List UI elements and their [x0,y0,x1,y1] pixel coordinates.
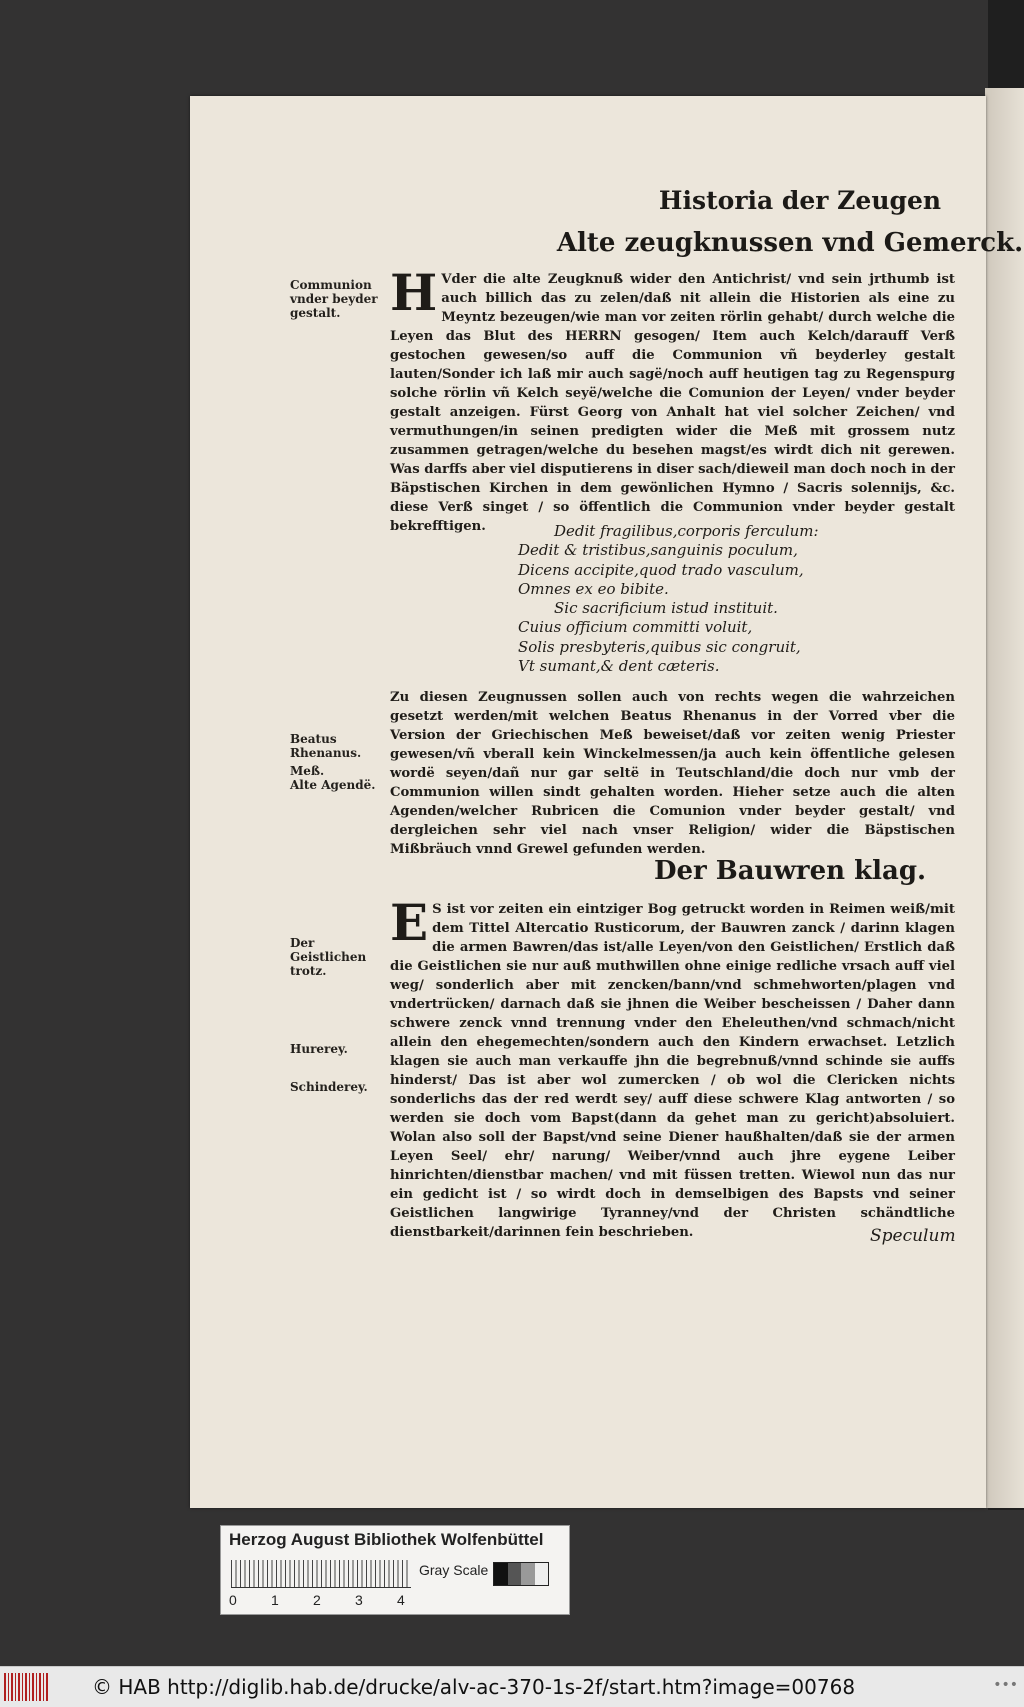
catchword: Speculum [870,1226,956,1246]
ruler-number: 2 [313,1592,321,1608]
adjacent-page-edge [985,88,1024,1508]
margin-note-communion: Communion vnder beyder gestalt. [290,278,378,320]
ruler-number: 4 [397,1592,405,1608]
hab-barcode-icon[interactable] [4,1673,48,1701]
book-page [190,96,1024,1508]
color-ruler-card [220,1525,570,1615]
paragraph-text: S ist vor zeiten ein eintziger Bog getruckt worden in Reimen weiß/mit dem Tittel Altercatio Rusticorum, der Bauwren zanck / darinn klagen die armen Bawren/das ist/alle Leyen/von den Geistlichen/ Erstlich daß die Geistlichen sie nur auß muthwillen ohne einige redliche vrsach auff viel weg/ sonderlich aber mit zencken/bann/vnd schmehworten/plagen vnd vndertrücken/ darnach daß sie jhnen die Weiber bescheissen / Daher dann schwere zenck vnnd trennung vnder den Eheleuthen/vnd schmach/nicht allein den ehegemechten/sondern auch den Kindern erwachset. Letzlich klagen sie auch man verkauffe jhn die begrebnuß/vnnd schinde sie auffs hinderst/ Das ist aber wol zumercken / ob wol die Clericken nichts sonderlichs das der red werdt sey/ auff diese schwere Klag antworten / so werden sie doch vom Bapst(dann da gehet man zu gericht)absoluiert. Wolan also soll der Bapst/vnd seine Diener haußhalten/daß sie der armen Leyen Seel/ ehr/ narung/ Weiber/vnnd auch jhre eygene Leiber hinrichten/dienstbar machen/ vnd mit füssen tretten. Wiewol nun das nur ein gedicht ist / so wirdt doch in demselbigen des Bapsts vnd seiner Geistlichen langwirige Tyranney/vnd der Christen schändtliche dienstbarkeit/darinnen fein beschrieben. [390,902,955,1240]
verse-line: Dedit fragilibus,corporis ferculum: [554,522,819,540]
ruler-number: 1 [271,1592,279,1608]
ruler-institution: Herzog August Bibliothek Wolfenbüttel [229,1530,544,1549]
section-title-bauwren-klag: Der Bauwren klag. [653,856,927,886]
margin-note-schinderey: Schinderey. [290,1080,368,1094]
ruler-number: 3 [355,1592,363,1608]
margin-note-beatus: Beatus Rhenanus. [290,732,362,760]
latin-verse [518,522,938,676]
ruler-scale [231,1560,411,1588]
verse-line: Solis presbyteris,quibus sic congruit, [518,637,801,656]
paragraph-zeugnussen [390,688,955,859]
margin-note-hurerey: Hurerey. [290,1042,348,1056]
paragraph-text: Zu diesen Zeugnussen sollen auch von rechts wegen die wahrzeichen gesetzt werden/mit welchen Beatus Rhenanus in der Vorred vber die Version der Griechischen Meß beweiset/daß vor zeiten wenig Priester gewesen/vñ vberall kein Winckelmessen/ja auch kein öffentliche gelesen wordë seyen/dañ nur gar seltë in Teutschland/die doch nur vmb der Communion willen sindt gehalten worden. Hieher setze auch die alten Agenden/welcher Rubricen die Comunion vnder beyder gestalt/ vnd dergleichen sehr viel nach vnser Religion/ wider die Bäpstischen Mißbräuch vnnd Grewel gefunden werden. [390,690,955,857]
footer-bar [0,1666,1024,1707]
verse-line: Sic sacrificium istud instituit. [554,599,778,618]
verse-line: Dedit & tristibus,sanguinis poculum, [518,541,798,560]
verse-line: Vt sumant,& dent cæteris. [518,657,720,676]
gray-scale-label: Gray Scale [419,1562,489,1578]
more-icon[interactable]: ••• [993,1677,1018,1693]
margin-note-mess: Meß. [290,764,325,778]
dropcap: H [390,263,438,322]
gray-scale-swatch [493,1562,549,1586]
verse-line: Omnes ex eo bibite. [518,579,669,598]
paragraph-text: Vder die alte Zeugknuß wider den Antichrist/ vnd sein jrthumb ist auch billich das zu zelen/daß nit allein die Historien als eine zu Meyntz bezeugen/wie man vor zeiten rörlin gehabt/ durch welche die Leyen das Blut des HERRN gesogen/ Item auch Kelch/darauff Verß gestochen gewesen/so auff die Communion vñ beyderley gestalt lauten/Sonder ich laß mir auch sagë/noch auff heutigen tag zu Regenspurg solche rörlin vñ Kelch seyë/welche die Comunion der Leyen/ vnder beyder gestalt anzeigen. Fürst Georg von Anhalt hat viel solcher Zeichen/ vnd vermuthungen/in seinen predigten wider die Meß mit grossem nutz zusammen getragen/welche du besehen magst/es wirdt dich nit gerewen. Was darffs aber viel disputierens in diser sach/dieweil man doch noch in der Bäpstischen Kirchen in dem gewönlichen Hymno / Sacris solennijs, &c. diese Verß singet / so öffentlich die Communion vnder beyder gestalt bekrefftigen. [390,272,955,534]
section-title-alte-zeugknussen: Alte zeugknussen vnd Gemerck. [556,228,1024,258]
running-head: Historia der Zeugen [658,186,942,215]
verse-line: Dicens accipite,quod trado vasculum, [518,560,804,579]
paragraph-bauwren [390,893,955,1242]
ruler-number: 0 [229,1592,237,1608]
verse-line: Cuius officium committi voluit, [518,618,753,637]
margin-note-geistlichen: Der Geistlichen trotz. [290,936,367,978]
paragraph-zeugknuss [390,263,955,536]
dropcap: E [390,893,429,952]
margin-note-agende: Alte Agendë. [290,778,376,792]
footer-url[interactable]: © HAB http://diglib.hab.de/drucke/alv-ac-370-1s-2f/start.htm?image=00768 [92,1675,856,1699]
